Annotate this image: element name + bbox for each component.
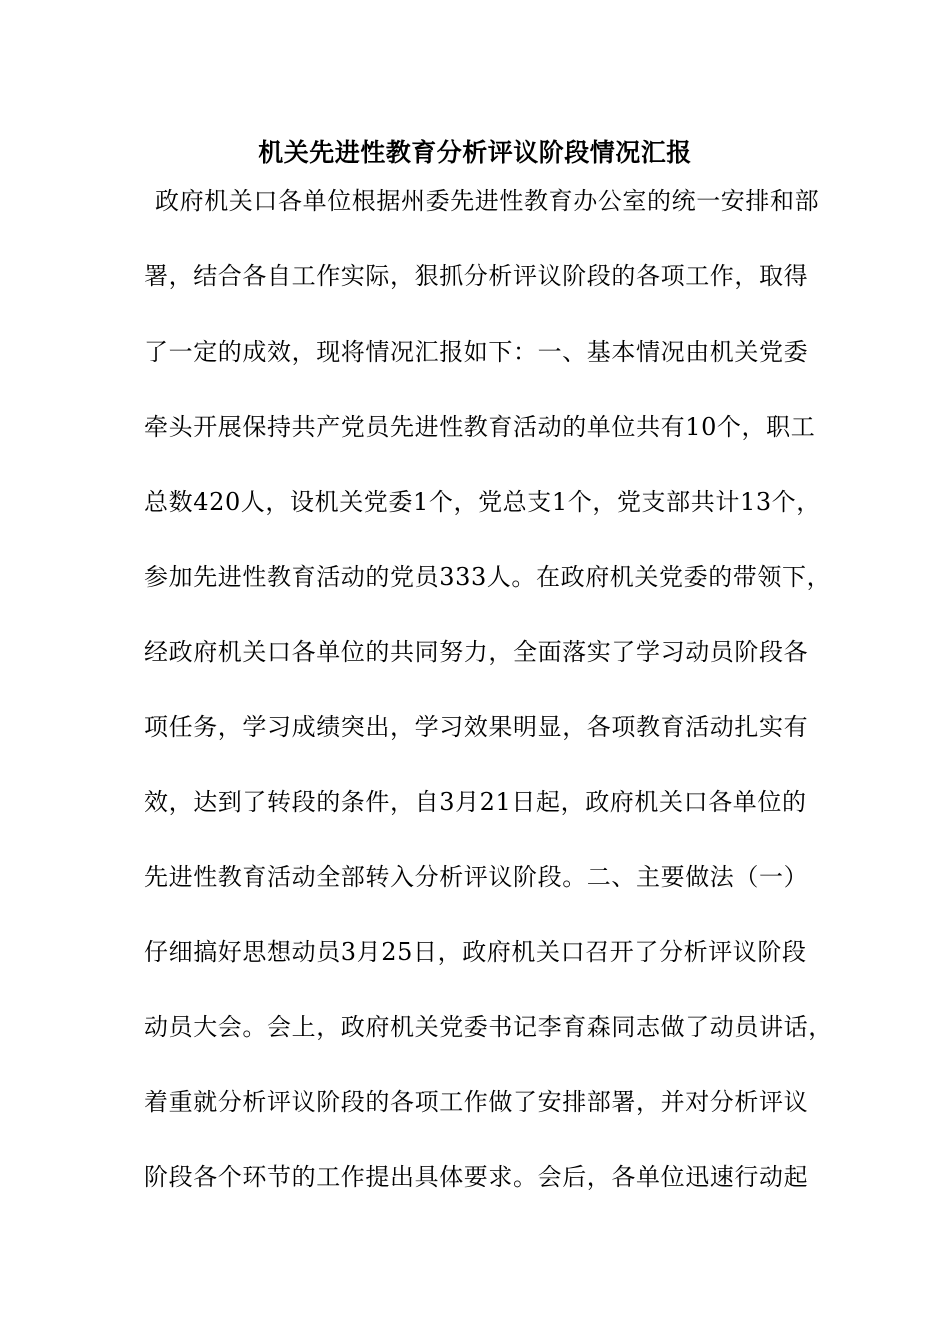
body-line-1: 政府机关口各单位根据州委先进性教育办公室的统一安排和部 (155, 187, 820, 215)
document-title: 机关先进性教育分析评议阶段情况汇报 (258, 138, 692, 167)
body-line-11: 仔细搞好思想动员3月25日，政府机关口召开了分析评议阶段 (144, 938, 807, 966)
body-line-13: 着重就分析评议阶段的各项工作做了安排部署，并对分析评议 (144, 1088, 809, 1116)
body-line-9: 效，达到了转段的条件，自3月21日起，政府机关口各单位的 (144, 788, 807, 816)
body-line-2: 署，结合各自工作实际，狠抓分析评议阶段的各项工作，取得 (144, 262, 809, 290)
body-line-12: 动员大会。会上，政府机关党委书记李育森同志做了动员讲话， (144, 1013, 833, 1041)
body-line-8: 项任务，学习成绩突出，学习效果明显，各项教育活动扎实有 (144, 713, 809, 741)
body-line-4: 牵头开展保持共产党员先进性教育活动的单位共有10个，职工 (144, 413, 816, 441)
body-line-3: 了一定的成效，现将情况汇报如下：一、基本情况由机关党委 (144, 338, 809, 366)
body-line-6: 参加先进性教育活动的党员333人。在政府机关党委的带领下， (144, 563, 832, 591)
body-line-14: 阶段各个环节的工作提出具体要求。会后，各单位迅速行动起 (144, 1163, 809, 1191)
body-line-5: 总数420人，设机关党委1个，党总支1个，党支部共计13个， (144, 488, 821, 516)
body-line-7: 经政府机关口各单位的共同努力，全面落实了学习动员阶段各 (144, 638, 809, 666)
body-line-10: 先进性教育活动全部转入分析评议阶段。二、主要做法（一） (144, 863, 809, 891)
